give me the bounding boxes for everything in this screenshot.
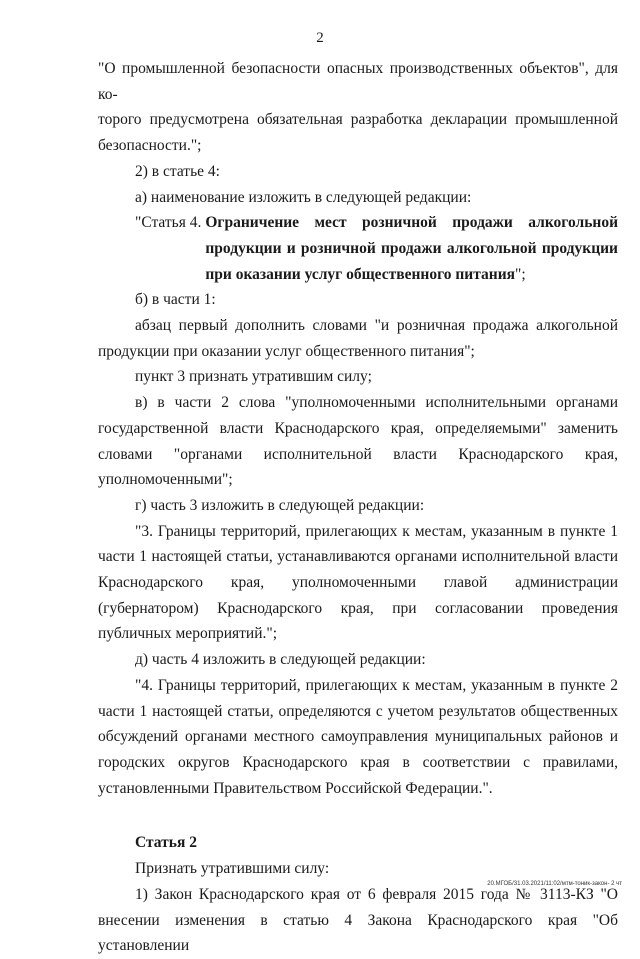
article-title-tail: "; [515, 265, 526, 283]
article-title-lead: "Статья 4. [135, 214, 202, 232]
article-heading: Статья 2 [135, 834, 197, 852]
article-title-bold: Ограничение мест розничной продажи алкогольной продукции и розничной продажи алкогольной продукции при оказании услуг общественного питания [205, 214, 618, 283]
document-body [98, 56, 618, 959]
paragraph: "3. Границы территорий, прилегающих к местам, указанным в пункте 1 части 1 настоящей статьи, устанавливаются органами исполнительной власти Краснодарского края, уполномоченными главой администрации (губернатором) Краснодарского края, при согласовании проведения публичных мероприятий."; [98, 522, 618, 643]
paragraph: в) в части 2 слова "уполномоченными исполнительными органами государственной власти Краснодарского края, определяемыми" заменить словами "органами исполнительной власти Краснодарского края, уполномоченными"; [98, 394, 618, 489]
text-line: торого предусмотрена обязательная разработка декларации промышленной [98, 111, 618, 129]
text-line: безопасности."; [98, 137, 202, 155]
article-title-quote [135, 210, 618, 287]
paragraph: абзац первый дополнить словами "и розничная продажа алкогольной продукции при оказании услуг общественного питания"; [98, 317, 618, 360]
paragraph: "4. Границы территорий, прилегающих к местам, указанным в пункте 2 части 1 настоящей статьи, определяются с учетом результатов общественных обсуждений органами местного самоуправления муниципальных районов и городских округов Краснодарского края в соответствии с правилами, установленными Правительством Российской Федерации.". [98, 676, 618, 797]
paragraph: пункт 3 признать утратившим силу; [135, 368, 372, 386]
list-item: б) в части 1: [135, 291, 216, 309]
list-item: д) часть 4 изложить в следующей редакции: [135, 651, 426, 669]
footer-mark: 20.МГОБ/31.03.2021/11:02/мтм-тоник-закон- 2 чт [487, 881, 622, 887]
text-line: "О промышленной безопасности опасных производственных объектов", для ко- [98, 60, 618, 103]
page-number: 2 [316, 30, 324, 46]
list-item: г) часть 3 изложить в следующей редакции: [135, 496, 425, 514]
list-item: а) наименование изложить в следующей редакции: [135, 188, 472, 206]
paragraph: 1) Закон Краснодарского края от 6 февраля 2015 года № 3113-КЗ "О внесении изменения в статью 4 Закона Краснодарского края "Об установлении [98, 885, 618, 955]
paragraph: Признать утратившими силу: [135, 860, 330, 878]
list-item: 2) в статье 4: [135, 162, 220, 180]
